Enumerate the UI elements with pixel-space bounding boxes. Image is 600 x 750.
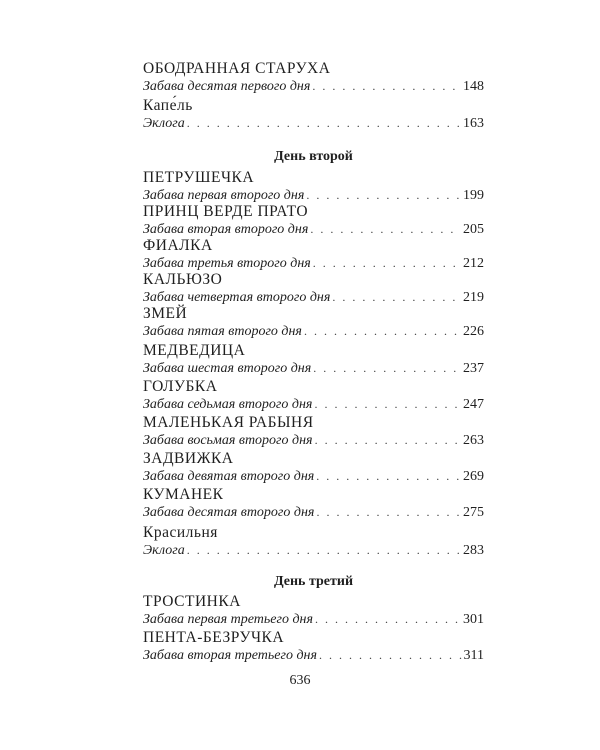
dot-leader <box>314 396 461 413</box>
toc-entry <box>143 305 484 340</box>
entry-subtitle: Эклога <box>143 116 185 131</box>
entry-subtitle: Забава пятая второго дня <box>143 324 302 339</box>
entry-subtitle: Забава шестая второго дня <box>143 361 312 376</box>
entry-title: ГОЛУБКА <box>143 378 218 395</box>
entry-subtitle: Забава вторая второго дня <box>143 222 309 237</box>
dot-leader <box>319 647 462 664</box>
entry-subtitle: Забава первая третьего дня <box>143 612 313 627</box>
entry-subtitle: Забава четвертая второго дня <box>143 290 331 305</box>
entry-title: ПРИНЦ ВЕРДЕ ПРАТО <box>143 203 309 220</box>
toc-entry <box>143 524 484 559</box>
section-heading-day-three: День третий <box>273 574 354 589</box>
entry-subtitle: Забава девятая второго дня <box>143 469 315 484</box>
entry-row <box>143 468 484 485</box>
entry-subtitle: Забава десятая второго дня <box>143 505 315 520</box>
entry-row <box>143 611 484 628</box>
entry-title: Капе́ль <box>143 97 193 114</box>
entry-row <box>143 432 484 449</box>
toc-entry <box>143 414 484 449</box>
dot-leader <box>306 187 461 204</box>
toc-entry <box>143 378 484 413</box>
entry-title: ОБОДРАННАЯ СТАРУХА <box>143 60 331 77</box>
entry-page-number: 148 <box>463 79 484 94</box>
entry-subtitle: Забава вторая третьего дня <box>143 648 317 663</box>
dot-leader <box>315 432 461 449</box>
entry-page-number: 247 <box>463 397 484 412</box>
entry-subtitle: Забава третья второго дня <box>143 256 311 271</box>
toc-entry <box>143 450 484 485</box>
toc-entry <box>143 629 484 664</box>
entry-title: ТРОСТИНКА <box>143 593 241 610</box>
entry-page-number: 275 <box>463 505 484 520</box>
entry-subtitle: Забава восьмая второго дня <box>143 433 313 448</box>
entry-page-number: 163 <box>463 116 484 131</box>
entry-row <box>143 504 484 521</box>
entry-page-number: 205 <box>463 222 484 237</box>
entry-title: ЗАДВИЖКА <box>143 450 234 467</box>
entry-row <box>143 647 484 664</box>
dot-leader <box>304 323 461 340</box>
dot-leader <box>310 221 461 238</box>
toc-entry <box>143 237 484 272</box>
entry-row <box>143 221 484 238</box>
toc-entry <box>143 486 484 521</box>
toc-entry <box>143 271 484 306</box>
entry-page-number: 283 <box>463 543 484 558</box>
toc-entry <box>143 60 484 95</box>
dot-leader <box>313 360 461 377</box>
entry-subtitle: Эклога <box>143 543 185 558</box>
entry-page-number: 212 <box>463 256 484 271</box>
dot-leader <box>313 255 461 272</box>
entry-page-number: 269 <box>463 469 484 484</box>
section-heading-day-two: День второй <box>274 149 353 164</box>
entry-subtitle: Забава седьмая второго дня <box>143 397 313 412</box>
entry-title: ЗМЕЙ <box>143 305 188 322</box>
entry-title: МАЛЕНЬКАЯ РАБЫНЯ <box>143 414 314 431</box>
toc-entry <box>143 97 484 132</box>
entry-title: Красильня <box>143 524 218 541</box>
toc-entry <box>143 593 484 628</box>
toc-entry <box>143 169 484 204</box>
entry-page-number: 199 <box>463 188 484 203</box>
entry-row <box>143 255 484 272</box>
page-number-folio: 636 <box>289 673 311 688</box>
toc-entry <box>143 342 484 377</box>
entry-title: ПЕТРУШЕЧКА <box>143 169 255 186</box>
entry-row <box>143 78 484 95</box>
entry-row <box>143 115 484 132</box>
dot-leader <box>315 611 461 628</box>
entry-row <box>143 542 484 559</box>
dot-leader <box>316 468 461 485</box>
entry-page-number: 263 <box>463 433 484 448</box>
entry-page-number: 226 <box>463 324 484 339</box>
dot-leader <box>187 115 461 132</box>
entry-title: КАЛЬЮЗО <box>143 271 223 288</box>
entry-page-number: 219 <box>463 290 484 305</box>
entry-title: МЕДВЕДИЦА <box>143 342 246 359</box>
entry-subtitle: Забава первая второго дня <box>143 188 305 203</box>
entry-row <box>143 323 484 340</box>
entry-page-number: 301 <box>463 612 484 627</box>
dot-leader <box>312 78 461 95</box>
entry-row <box>143 360 484 377</box>
toc-entry <box>143 203 484 238</box>
dot-leader <box>332 289 461 306</box>
entry-row <box>143 396 484 413</box>
entry-title: ФИАЛКА <box>143 237 213 254</box>
dot-leader <box>187 542 461 559</box>
entry-row <box>143 289 484 306</box>
entry-row <box>143 187 484 204</box>
dot-leader <box>316 504 461 521</box>
entry-page-number: 237 <box>463 361 484 376</box>
entry-title: ПЕНТА-БЕЗРУЧКА <box>143 629 285 646</box>
entry-title: КУМАНЕК <box>143 486 224 503</box>
entry-subtitle: Забава десятая первого дня <box>143 79 311 94</box>
entry-page-number: 311 <box>463 648 484 663</box>
